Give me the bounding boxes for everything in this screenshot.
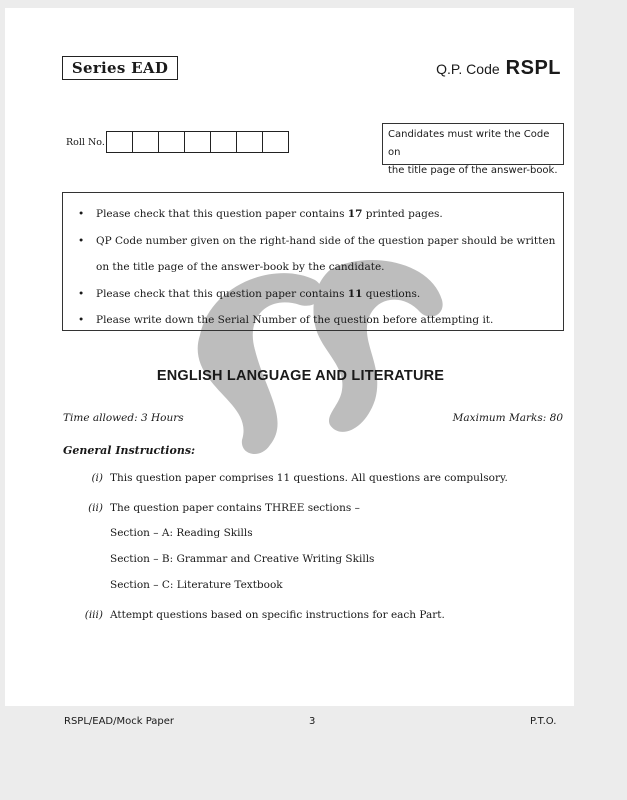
check-item-text: Please check that this question paper contains [96,287,348,300]
maximum-marks: Maximum Marks: 80 [452,412,563,424]
footer-paper-id: RSPL/EAD/Mock Paper [64,716,175,727]
roll-number-box [236,131,263,153]
roll-number-box [210,131,237,153]
footer-pto: P.T.O. [530,716,557,727]
series-label: Series EAD [62,56,178,80]
check-item-text: questions. [362,287,421,300]
roll-number-label: Roll No. [66,137,105,148]
check-item-text: printed pages. [362,208,443,220]
page-frame-right [574,0,627,800]
roll-number-box [106,131,133,153]
roll-number-box [262,131,289,153]
qp-code [436,57,561,80]
roll-number-box [132,131,159,153]
section-c-text: Section – C: Literature Textbook [110,579,283,591]
instruction-text: Attempt questions based on specific instructions for each Part. [110,609,445,621]
candidate-code-note [382,123,564,176]
roll-number-box [184,131,211,153]
roll-number-box [158,131,185,153]
code-note-line-2: the title page of the answer-book. [388,165,558,176]
instruction-text: The question paper contains THREE sections – [110,502,360,514]
check-item [63,281,563,308]
paper-title: ENGLISH LANGUAGE AND LITERATURE [156,368,445,384]
preliminary-checks-box [62,192,564,331]
check-item [63,228,563,281]
page-frame-top [0,0,627,8]
check-item-text: Please write down the Serial Number of the question before attempting it. [96,314,494,326]
check-item [63,201,563,228]
page-frame-left [0,0,5,800]
roll-number-boxes [107,131,289,153]
check-item-text: Please check that this question paper contains [96,208,348,220]
general-instructions-heading: General Instructions: [63,444,196,457]
check-item-continuation: on the title page of the answer-book by the candidate. [96,261,385,273]
instruction-number: (iii) [84,609,103,621]
section-b-text: Section – B: Grammar and Creative Writing Skills [110,553,375,565]
footer-page-number: 3 [309,716,316,727]
section-a-text: Section – A: Reading Skills [110,527,253,539]
instruction-text: This question paper comprises 11 questions. All questions are compulsory. [110,472,508,484]
instruction-number: (i) [91,472,103,484]
check-item-bold: 17 [347,208,363,220]
check-item-bold: 11 [347,287,363,300]
instruction-number: (ii) [88,502,103,514]
check-item [63,307,563,334]
check-item-text: QP Code number given on the right-hand side of the question paper should be written [96,234,556,247]
code-note-line-1: Candidates must write the Code on [388,129,550,158]
qp-code-label: Q.P. Code [436,61,500,77]
time-allowed: Time allowed: 3 Hours [63,412,184,424]
qp-code-value: RSPL [505,57,561,79]
